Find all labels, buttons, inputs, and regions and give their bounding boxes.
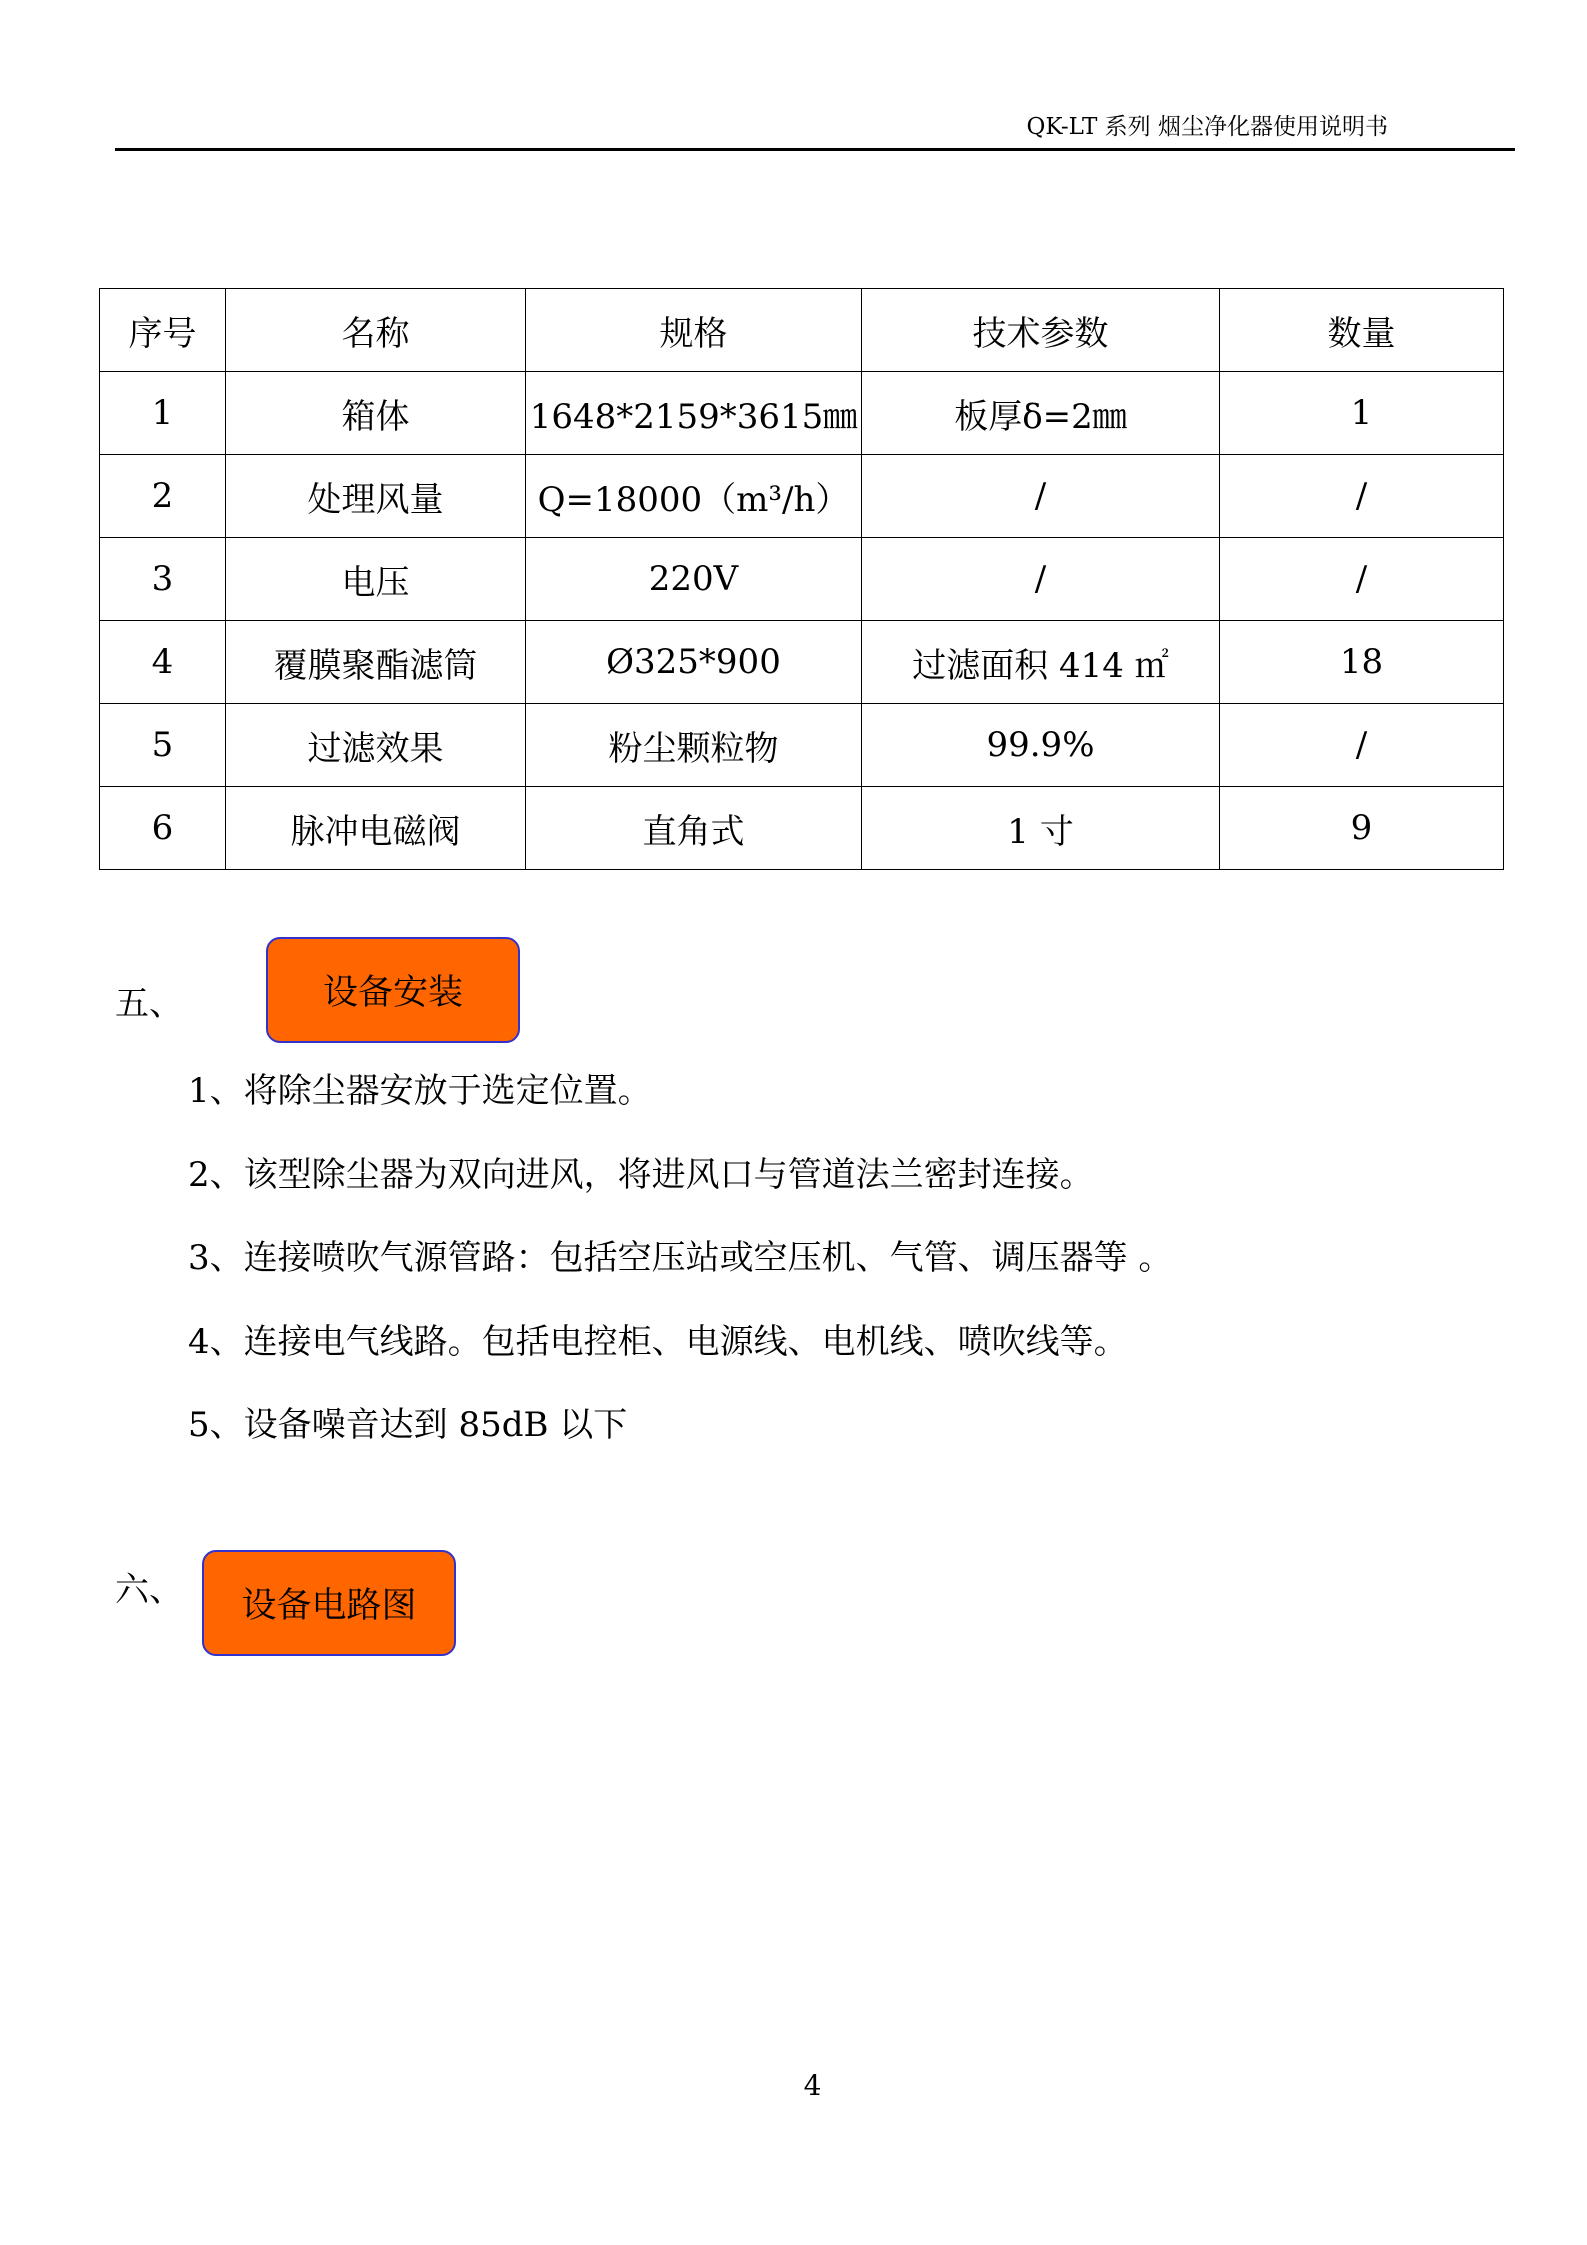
table-cell: 脉冲电磁阀	[226, 787, 526, 870]
table-cell: /	[862, 538, 1220, 621]
section-6-title: 设备电路图	[241, 1586, 417, 1626]
table-cell: 9	[1220, 787, 1504, 870]
table-row	[100, 621, 1504, 704]
spec-table	[99, 288, 1504, 870]
table-cell: 覆膜聚酯滤筒	[226, 621, 526, 704]
table-cell: 电压	[226, 538, 526, 621]
table-cell: 1	[1220, 372, 1504, 455]
table-cell: /	[1220, 538, 1504, 621]
header-cell-spec: 规格	[526, 289, 862, 372]
table-row	[100, 455, 1504, 538]
list-item: 5、设备噪音达到 85dB 以下	[188, 1405, 628, 1445]
table-cell: 1648*2159*3615㎜	[526, 372, 862, 455]
document-header: QK-LT 系列 烟尘净化器使用说明书	[1026, 114, 1388, 140]
table-cell: 6	[100, 787, 226, 870]
table-cell: 18	[1220, 621, 1504, 704]
table-row	[100, 372, 1504, 455]
header-cell-params: 技术参数	[862, 289, 1220, 372]
list-item: 2、该型除尘器为双向进风，将进风口与管道法兰密封连接。	[188, 1154, 1094, 1195]
list-item: 3、连接喷吹气源管路：包括空压站或空压机、气管、调压器等 。	[188, 1238, 1173, 1278]
table-row	[100, 538, 1504, 621]
table-cell: 处理风量	[226, 455, 526, 538]
table-cell: 粉尘颗粒物	[526, 704, 862, 787]
table-row	[100, 787, 1504, 870]
table-cell: 220V	[526, 538, 862, 621]
table-cell: 直角式	[526, 787, 862, 870]
section-5-number: 五、	[115, 984, 183, 1024]
table-cell: 过滤效果	[226, 704, 526, 787]
table-cell: 过滤面积 414 ㎡	[862, 621, 1220, 704]
header-divider	[115, 148, 1515, 151]
section-6-title-box	[202, 1550, 456, 1656]
table-cell: 99.9%	[862, 704, 1220, 787]
table-cell: 5	[100, 704, 226, 787]
list-item: 4、连接电气线路。包括电控柜、电源线、电机线、喷吹线等。	[188, 1321, 1128, 1362]
table-cell: Ø325*900	[526, 621, 862, 704]
table-cell: 3	[100, 538, 226, 621]
table-cell: 1 寸	[862, 787, 1220, 870]
header-cell-name: 名称	[226, 289, 526, 372]
installation-steps	[188, 1062, 1488, 1480]
table-cell: 板厚δ=2㎜	[862, 372, 1220, 455]
section-6-number: 六、	[115, 1570, 183, 1610]
table-cell: /	[862, 455, 1220, 538]
page-number: 4	[803, 2069, 822, 2102]
table-cell: /	[1220, 704, 1504, 787]
header-cell-quantity: 数量	[1220, 289, 1504, 372]
table-cell: 2	[100, 455, 226, 538]
table-row	[100, 704, 1504, 787]
header-cell-index: 序号	[100, 289, 226, 372]
section-5-title: 设备安装	[322, 973, 463, 1013]
table-cell: 箱体	[226, 372, 526, 455]
table-header-row	[100, 289, 1504, 372]
section-5-title-box	[266, 937, 520, 1043]
list-item: 1、将除尘器安放于选定位置。	[188, 1071, 652, 1111]
table-cell: 4	[100, 621, 226, 704]
table-cell: /	[1220, 455, 1504, 538]
table-cell: 1	[100, 372, 226, 455]
table-cell: Q=18000（m³/h）	[526, 455, 862, 538]
